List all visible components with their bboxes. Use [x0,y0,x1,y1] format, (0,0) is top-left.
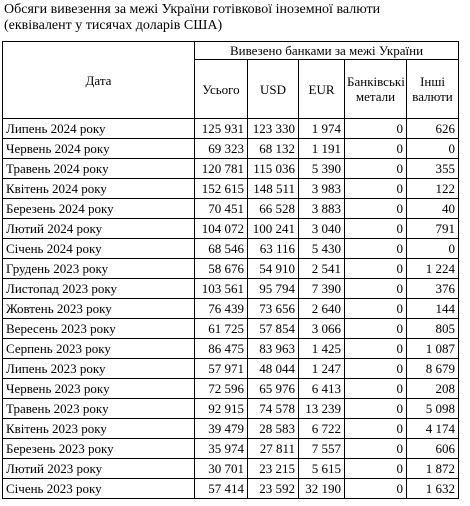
cell-total: 69 323 [195,139,248,159]
cell-other: 606 [407,439,459,459]
cell-usd: 23 592 [248,479,299,499]
cell-usd: 66 528 [248,199,299,219]
table-row [3,179,459,199]
table-row [3,319,459,339]
cell-metals: 0 [345,279,407,299]
cell-total: 103 561 [195,279,248,299]
cell-total: 61 725 [195,319,248,339]
cell-total: 152 615 [195,179,248,199]
cell-other: 1 087 [407,339,459,359]
table-row [3,339,459,359]
cell-usd: 57 854 [248,319,299,339]
table-row [3,379,459,399]
row-date: Лютий 2024 року [3,219,195,239]
row-date: Березень 2024 року [3,199,195,219]
cell-total: 58 676 [195,259,248,279]
cell-other: 208 [407,379,459,399]
row-date: Січень 2024 року [3,239,195,259]
cell-metals: 0 [345,119,407,139]
cell-metals: 0 [345,439,407,459]
cell-other: 40 [407,199,459,219]
table-row [3,459,459,479]
cell-metals: 0 [345,299,407,319]
cell-total: 57 414 [195,479,248,499]
table-row [3,419,459,439]
cell-metals: 0 [345,339,407,359]
cell-other: 4 174 [407,419,459,439]
cell-eur: 32 190 [299,479,345,499]
cell-eur: 3 983 [299,179,345,199]
row-date: Грудень 2023 року [3,259,195,279]
cell-usd: 74 578 [248,399,299,419]
group-column-header: Вивезено банками за межі України [195,42,459,60]
cell-eur: 6 722 [299,419,345,439]
row-date: Березень 2023 року [3,439,195,459]
cell-metals: 0 [345,479,407,499]
cell-usd: 23 215 [248,459,299,479]
cell-metals: 0 [345,419,407,439]
cell-eur: 5 615 [299,459,345,479]
row-date: Червень 2024 року [3,139,195,159]
cell-total: 30 701 [195,459,248,479]
row-date: Травень 2023 року [3,399,195,419]
cell-usd: 115 036 [248,159,299,179]
cell-other: 376 [407,279,459,299]
table-row [3,439,459,459]
cell-usd: 100 241 [248,219,299,239]
row-date: Липень 2024 року [3,119,195,139]
table-row [3,359,459,379]
cell-other: 1 632 [407,479,459,499]
column-header-metals: Банківські метали [345,60,407,119]
cell-eur: 1 425 [299,339,345,359]
cell-usd: 28 583 [248,419,299,439]
cell-metals: 0 [345,179,407,199]
cell-total: 39 479 [195,419,248,439]
cell-metals: 0 [345,259,407,279]
cell-metals: 0 [345,159,407,179]
cell-eur: 1 247 [299,359,345,379]
table-row [3,139,459,159]
table-row [3,119,459,139]
cell-eur: 6 413 [299,379,345,399]
cell-eur: 1 974 [299,119,345,139]
cell-usd: 54 910 [248,259,299,279]
row-date: Липень 2023 року [3,359,195,379]
cell-metals: 0 [345,319,407,339]
row-date: Лютий 2023 року [3,459,195,479]
cell-other: 1 224 [407,259,459,279]
column-header-eur: EUR [299,60,345,119]
row-date: Травень 2024 року [3,159,195,179]
cell-eur: 3 066 [299,319,345,339]
cell-total: 120 781 [195,159,248,179]
cell-metals: 0 [345,139,407,159]
column-header-total: Усього [195,60,248,119]
cell-other: 1 872 [407,459,459,479]
cell-metals: 0 [345,399,407,419]
cell-usd: 95 794 [248,279,299,299]
cell-eur: 13 239 [299,399,345,419]
row-date: Вересень 2023 року [3,319,195,339]
cell-metals: 0 [345,199,407,219]
cell-eur: 5 390 [299,159,345,179]
table-row [3,479,459,499]
cell-usd: 73 656 [248,299,299,319]
cell-usd: 148 511 [248,179,299,199]
cell-other: 8 679 [407,359,459,379]
row-date: Січень 2023 року [3,479,195,499]
table-row [3,199,459,219]
cell-metals: 0 [345,379,407,399]
cell-total: 70 451 [195,199,248,219]
cell-eur: 1 191 [299,139,345,159]
table-row [3,299,459,319]
title-line-1: Обсяги вивезення за межі України готівкової іноземної валюти [4,2,381,17]
cell-eur: 7 390 [299,279,345,299]
cell-total: 68 546 [195,239,248,259]
row-date: Червень 2023 року [3,379,195,399]
table-row [3,159,459,179]
cell-other: 0 [407,139,459,159]
cell-other: 805 [407,319,459,339]
cell-usd: 65 976 [248,379,299,399]
table-row [3,399,459,419]
cell-eur: 3 040 [299,219,345,239]
row-date: Серпень 2023 року [3,339,195,359]
cell-other: 791 [407,219,459,239]
cell-other: 122 [407,179,459,199]
cell-eur: 2 640 [299,299,345,319]
row-date: Жовтень 2023 року [3,299,195,319]
cell-total: 86 475 [195,339,248,359]
cell-usd: 123 330 [248,119,299,139]
cell-other: 144 [407,299,459,319]
cell-usd: 27 811 [248,439,299,459]
cell-total: 76 439 [195,299,248,319]
cell-usd: 83 963 [248,339,299,359]
cell-other: 355 [407,159,459,179]
cell-metals: 0 [345,219,407,239]
table-row [3,239,459,259]
cell-other: 0 [407,239,459,259]
cell-eur: 3 883 [299,199,345,219]
cell-metals: 0 [345,359,407,379]
title-line-2: (еквівалент у тисячах доларів США) [4,18,223,33]
table-row [3,259,459,279]
column-header-other: Інші валюти [407,60,459,119]
column-header-usd: USD [248,60,299,119]
cell-other: 626 [407,119,459,139]
cell-total: 72 596 [195,379,248,399]
cell-total: 92 915 [195,399,248,419]
row-date: Квітень 2024 року [3,179,195,199]
table-row [3,279,459,299]
row-date: Листопад 2023 року [3,279,195,299]
cell-metals: 0 [345,239,407,259]
date-column-header: Дата [3,42,195,119]
cell-metals: 0 [345,459,407,479]
cell-total: 125 931 [195,119,248,139]
row-date: Квітень 2023 року [3,419,195,439]
cell-usd: 48 044 [248,359,299,379]
cell-usd: 63 116 [248,239,299,259]
cell-eur: 2 541 [299,259,345,279]
cell-total: 35 974 [195,439,248,459]
cell-eur: 5 430 [299,239,345,259]
cell-usd: 68 132 [248,139,299,159]
table-body [3,119,459,499]
export-volumes-table [2,41,459,499]
table-row [3,219,459,239]
cell-eur: 7 557 [299,439,345,459]
cell-other: 5 098 [407,399,459,419]
cell-total: 57 971 [195,359,248,379]
document-title [4,2,466,34]
cell-total: 104 072 [195,219,248,239]
